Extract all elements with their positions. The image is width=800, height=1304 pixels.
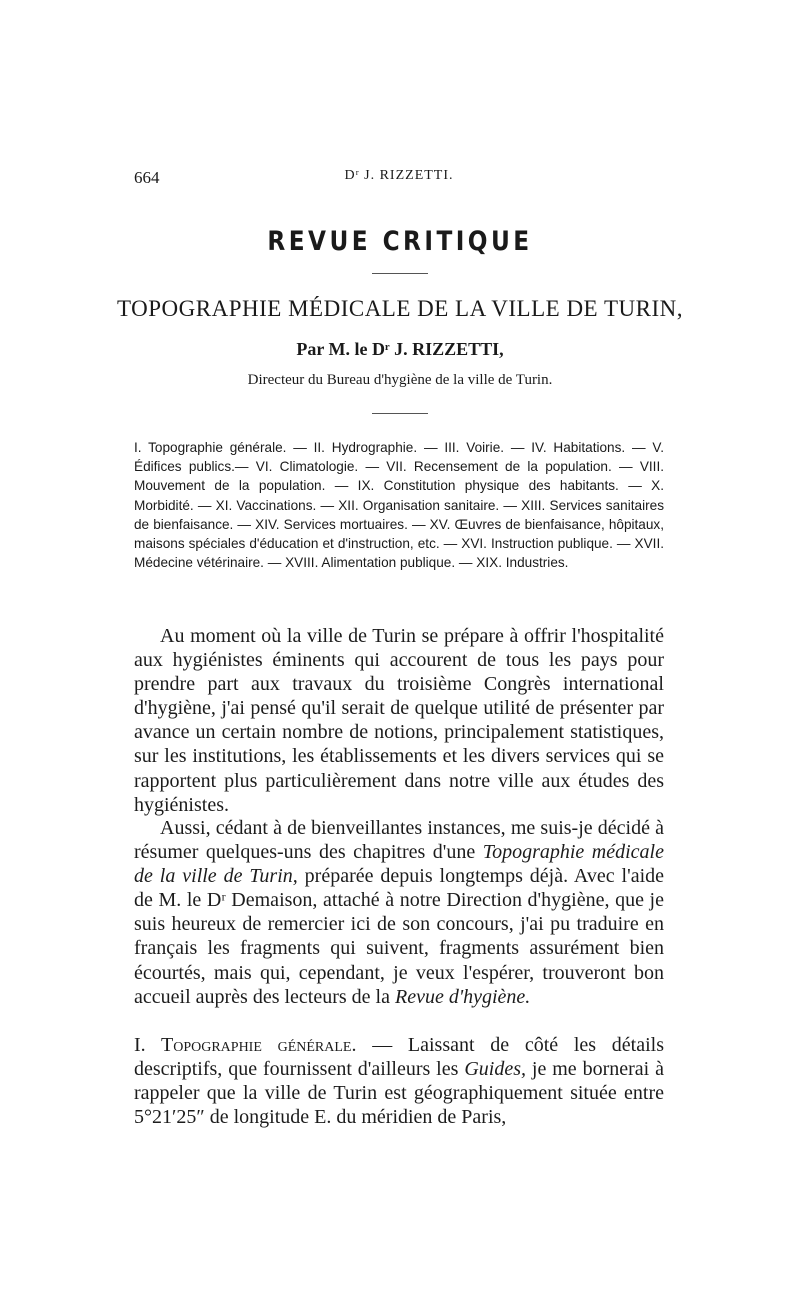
divider-rule bbox=[372, 413, 428, 414]
section-title: REVUE CRITIQUE bbox=[267, 226, 533, 257]
paragraph-text: préparée depuis longtemps déjà. Avec l'aide de M. le Dʳ Demaison, attaché à notre Direction d'hygiène, que je suis heureux de remercier ici de son concours, j'ai pu traduire en français les fragments qui suivent, fragments assurément bien écourtés, mais qui, cependant, je veux l'espérer, trouveront bon accueil auprès des lecteurs de la bbox=[134, 865, 664, 1008]
section-heading: I. Topographie générale. bbox=[134, 1034, 357, 1056]
divider-rule bbox=[372, 273, 428, 274]
italic-word: Guides, bbox=[464, 1058, 526, 1081]
italic-journal-name: Revue d'hygiène. bbox=[394, 985, 531, 1008]
paragraph bbox=[134, 1033, 664, 1129]
byline: Par M. le Dʳ J. RIZZETTI, bbox=[296, 339, 504, 359]
page-number: 664 bbox=[134, 168, 160, 187]
paragraph-text: Au moment où la ville de Turin se prépare à offrir l'hospitalité aux hygiénistes éminents qui accourent de tous les pays pour prendre part aux travaux du troisième Congrès international d'hygiène, j'ai pensé qu'il serait de quelque utilité de présenter par avance un certain nombre de notions, principalement statistiques, sur les institutions, les établissements et les divers services qui se rapportent plus particulièrement dans notre ville aux études des hygiénistes. bbox=[134, 625, 664, 816]
running-head bbox=[134, 168, 664, 192]
article-title: TOPOGRAPHIE MÉDICALE DE LA VILLE DE TURIN, bbox=[117, 296, 683, 321]
paragraph bbox=[134, 816, 664, 1009]
paragraph-text: je me bornerai à rappeler que la ville de Turin est géographiquement située entre 5°21′25″ de longitude E. du méridien de Paris, bbox=[134, 1058, 664, 1129]
table-of-contents: I. Topographie générale. — II. Hydrographie. — III. Voirie. — IV. Habitations. — V. Édifices publics.— VI. Climatologie. — VII. Recensement de la population. — VIII. Mouvement de la population. — IX. Constitution physique des habitants. — X. Morbidité. — XI. Vaccinations. — XII. Organisation sanitaire. — XIII. Services sanitaires de bienfaisance. — XIV. Services mortuaires. — XV. Œuvres de bienfaisance, hôpitaux, maisons spéciales d'éducation et d'instruction, etc. — XVI. Instruction publique. — XVII. Médecine vétérinaire. — XVIII. Alimentation publique. — XIX. Industries. bbox=[134, 440, 664, 571]
author-affiliation: Directeur du Bureau d'hygiène de la ville de Turin. bbox=[247, 372, 553, 388]
paragraph bbox=[134, 624, 664, 817]
running-author: Dʳ J. RIZZETTI. bbox=[344, 168, 454, 183]
paragraph-text: Aussi, cédant à de bienveillantes instances, me suis-je décidé à résumer quelques-uns des chapitres d'une bbox=[134, 817, 664, 864]
italic-title: Topographie médicale de la ville de Turin, bbox=[134, 841, 664, 888]
paragraph-text: — Laissant de côté les détails descriptifs, que fournissent d'ailleurs les bbox=[134, 1034, 664, 1081]
